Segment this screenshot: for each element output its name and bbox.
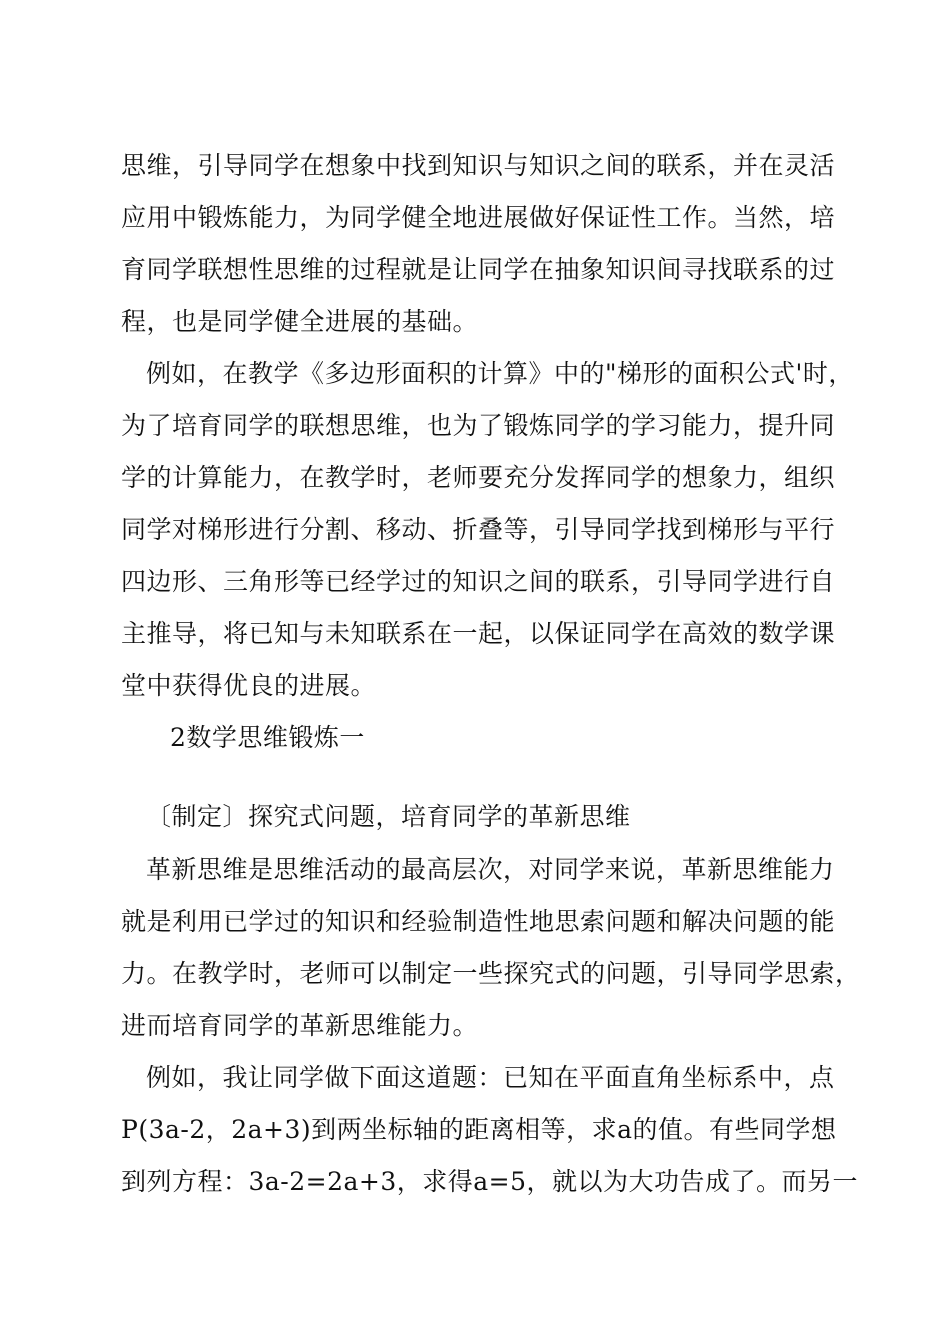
paragraph-line: 应用中锻炼能力，为同学健全地进展做好保证性工作。当然，培 (121, 203, 836, 232)
paragraph-line: 为了培育同学的联想思维，也为了锻炼同学的学习能力，提升同 (121, 411, 836, 440)
paragraph-line: 革新思维是思维活动的最高层次，对同学来说，革新思维能力 (146, 855, 835, 884)
paragraph-line: 同学对梯形进行分割、移动、折叠等，引导同学找到梯形与平行 (121, 515, 836, 544)
subsection-heading: 〔制定〕探究式问题，培育同学的革新思维 (146, 802, 631, 831)
paragraph-line: 程，也是同学健全进展的基础。 (121, 307, 479, 336)
paragraph-line: 育同学联想性思维的过程就是让同学在抽象知识间寻找联系的过 (121, 255, 836, 284)
paragraph-line: 四边形、三角形等已经学过的知识之间的联系，引导同学进行自 (121, 567, 836, 596)
paragraph-line: 就是利用已学过的知识和经验制造性地思索问题和解决问题的能 (121, 907, 836, 936)
paragraph-line: 学的计算能力，在教学时，老师要充分发挥同学的想象力，组织 (121, 463, 836, 492)
paragraph-line: 力。在教学时，老师可以制定一些探究式的问题，引导同学思索， (121, 959, 861, 988)
paragraph-line: 例如，我让同学做下面这道题：已知在平面直角坐标系中，点 (146, 1063, 835, 1092)
paragraph-line: 例如，在教学《多边形面积的计算》中的"梯形的面积公式'时， (146, 359, 854, 388)
paragraph-line: P(3a-2，2a+3)到两坐标轴的距离相等，求a的值。有些同学想 (121, 1115, 837, 1144)
paragraph-line: 思维，引导同学在想象中找到知识与知识之间的联系，并在灵活 (121, 151, 836, 180)
paragraph-line: 进而培育同学的革新思维能力。 (121, 1011, 479, 1040)
section-heading: 2数学思维锻炼一 (170, 723, 365, 752)
paragraph-line: 到列方程：3a-2=2a+3，求得a=5，就以为大功告成了。而另一 (121, 1167, 859, 1196)
paragraph-line: 堂中获得优良的进展。 (121, 671, 377, 700)
paragraph-line: 主推导，将已知与未知联系在一起，以保证同学在高效的数学课 (121, 619, 836, 648)
